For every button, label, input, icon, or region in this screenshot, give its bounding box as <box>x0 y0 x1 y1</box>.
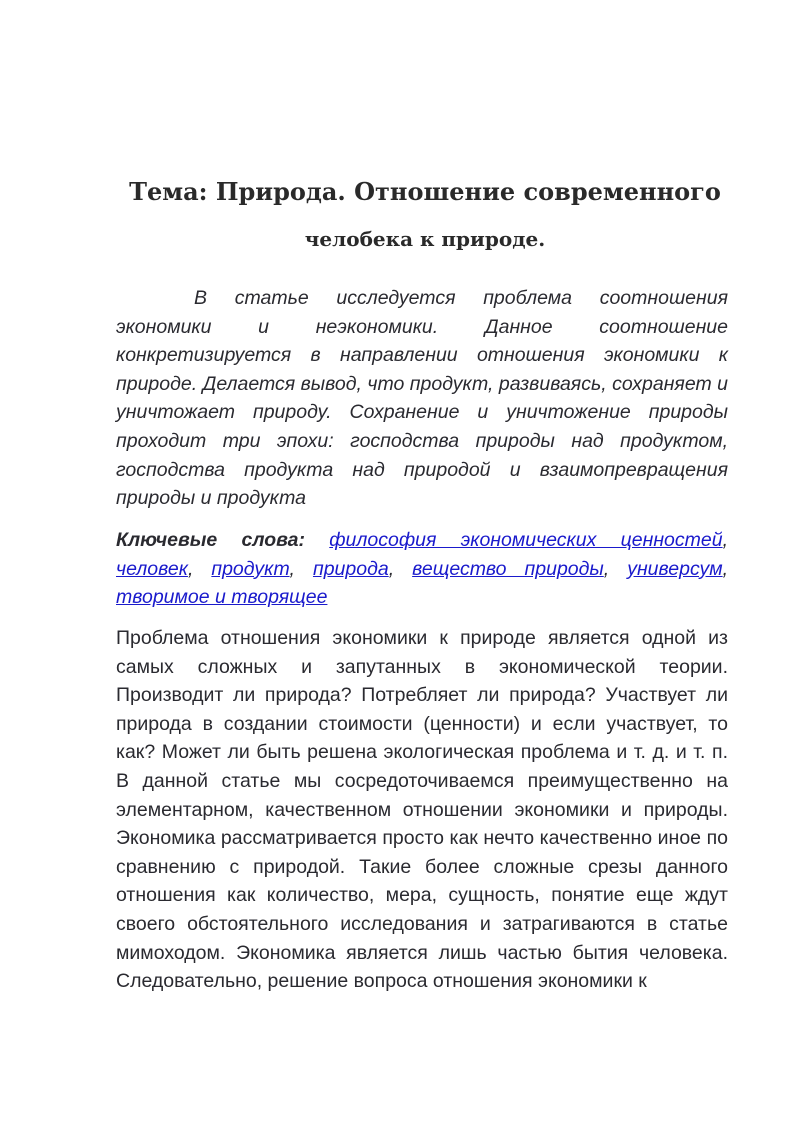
body-paragraph-1: Проблема отношения экономики к природе является одной из самых сложных и запутанных в экономической теории. Производит ли природа? Потребляет ли природа? Участвует ли природа в создании стоимости (ценности) и если участвует, то как? Может ли быть решена экологическая проблема и т. д. и т. п. <box>116 627 728 764</box>
keywords-label: Ключевые слова: <box>116 529 305 551</box>
keyword-link-product[interactable]: продукт <box>211 557 290 580</box>
keyword-link-nature[interactable]: природа <box>312 557 389 580</box>
keyword-link-substance[interactable]: вещество природы <box>412 557 604 580</box>
keywords-paragraph: Ключевые слова: философия экономических ценностей, человек, продукт, природа, вещество природы, универсум, творимое и творящее <box>116 529 729 609</box>
keyword-link-creating[interactable]: творимое и творящее <box>116 586 328 609</box>
body-text <box>116 624 728 996</box>
keyword-link-human[interactable]: человек <box>116 557 188 580</box>
document-title-line-1: Тема: Природа. Отношение современного <box>129 177 721 206</box>
keyword-link-philosophy[interactable]: философия экономических ценностей <box>329 529 723 551</box>
keyword-link-universe[interactable]: универсум <box>627 557 723 580</box>
document-title-line-2: челобека к природе. <box>304 227 546 251</box>
abstract-paragraph: В статье исследуется проблема соотношения экономики и неэкономики. Данное соотношение конкретизируется в направлении отношения экономики к природе. Делается вывод, что продукт, развиваясь, сохраняет и уничтожает природу. Сохранение и уничтожение природы проходит три эпохи: господства природы над продуктом, господства продукта над природой и взаимопревращения природы и продукта <box>116 287 728 510</box>
body-paragraph-2: В данной статье мы сосредоточиваемся преимущественно на элементарном, качественном отношении экономики и природы. Экономика рассматривается просто как нечто качественно иное по сравнению с природой. Такие более сложные срезы данного отношения как количество, мера, сущность, понятие еще ждут своего обстоятельного исследования и затрагиваются в статье мимоходом. Экономика является лишь частью бытия человека. Следовательно, решение вопроса отношения экономики к <box>116 769 728 993</box>
